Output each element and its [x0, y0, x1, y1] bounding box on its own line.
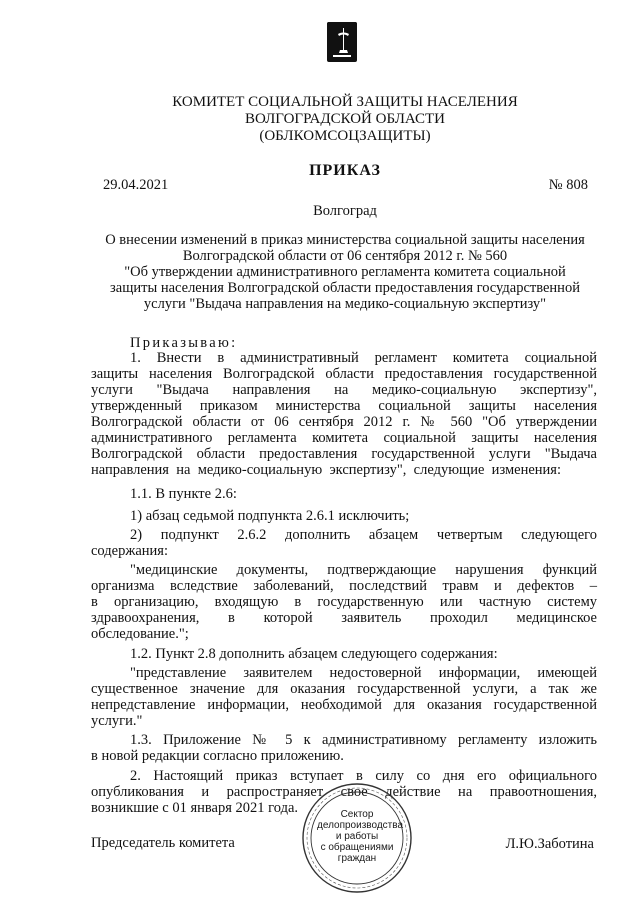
body-line: содержания: — [91, 543, 169, 559]
body-line: Волгоградской области предоставления государственной услуги "Выдача — [91, 446, 597, 462]
body-line: административного регламента комитета социальной защиты населения — [91, 430, 597, 446]
signatory-name: Л.Ю.Заботина — [505, 836, 594, 852]
stamp-line: граждан — [337, 853, 377, 864]
body-line: в организацию, входящую в государственную или частную систему — [91, 594, 597, 610]
body-line: в новой редакции согласно приложению. — [91, 748, 344, 764]
body-line: 1.1. В пункте 2.6: — [130, 486, 237, 502]
body-line: услуги "Выдача направления на медико-социальную экспертизу", — [91, 382, 597, 398]
org-name-line2: ВОЛГОГРАДСКОЙ ОБЛАСТИ — [245, 111, 445, 127]
body-line: 1.2. Пункт 2.8 дополнить абзацем следующего содержания: — [130, 646, 498, 662]
body-line: обследование."; — [91, 626, 189, 642]
body-line: непредставление информации, необходимой для оказания государственной — [91, 697, 597, 713]
body-line: 1) абзац седьмой подпункта 2.6.1 исключить; — [130, 508, 410, 524]
subject-line: "Об утверждении административного регламента комитета социальной — [124, 264, 566, 280]
order-number: № 808 — [548, 177, 588, 193]
subject-line: услуги "Выдача направления на медико-социальную экспертизу" — [143, 296, 547, 312]
order-city: Волгоград — [313, 203, 377, 219]
org-name-line1: КОМИТЕТ СОЦИАЛЬНОЙ ЗАЩИТЫ НАСЕЛЕНИЯ — [172, 94, 518, 110]
body-line: защиты населения Волгоградской области предоставления государственной — [91, 366, 597, 382]
body-line: существенное значение для оказания государственной услуги, а так же — [91, 681, 597, 697]
body-line: возникшие с 01 января 2021 года. — [91, 800, 299, 816]
subject-line: Волгоградской области от 06 сентября 2012 г. № 560 — [182, 248, 508, 264]
volgograd-emblem-icon — [327, 22, 357, 62]
signatory-position: Председатель комитета — [91, 835, 235, 851]
body-line: 1.3. Приложение № 5 к административному регламенту изложить — [130, 732, 597, 748]
order-subject — [86, 232, 604, 312]
order-date: 29.04.2021 — [103, 177, 169, 193]
stamp-line: с обращениями — [320, 842, 394, 853]
doc-type: ПРИКАЗ — [309, 162, 381, 179]
body-line: "представление заявителем недостоверной информации, имеющей — [130, 665, 597, 681]
stamp-line: Сектор — [340, 809, 374, 820]
body-line: опубликования и распространяет свое действие на правоотношения, — [91, 784, 597, 800]
body-line: 1. Внести в административный регламент комитета социальной — [130, 350, 597, 366]
subject-line: О внесении изменений в приказ министерства социальной защиты населения — [105, 232, 585, 248]
body-line: Волгоградской области от 06 сентября 2012 г. № 560 "Об утверждении — [91, 414, 597, 430]
body-intro: Приказываю: — [130, 335, 238, 351]
body-line: "медицинские документы, подтверждающие нарушения функций — [130, 562, 597, 578]
body-line: организма вследствие заболеваний, последствий травм и дефектов – — [91, 578, 597, 594]
org-name-abbr: (ОБЛКОМСОЦЗАЩИТЫ) — [259, 128, 431, 144]
body-line: услуги." — [91, 713, 143, 729]
body-line: здравоохранения, в которой заявитель проходил медицинское — [91, 610, 597, 626]
body-line: 2) подпункт 2.6.2 дополнить абзацем четвертым следующего — [130, 527, 597, 543]
stamp-line: и работы — [335, 831, 379, 842]
body-line: 2. Настоящий приказ вступает в силу со дня его официального — [130, 768, 597, 784]
stamp-line: делопроизводства — [317, 820, 404, 831]
body-line: утвержденный приказом министерства социальной защиты населения — [91, 398, 597, 414]
body-line: направления на медико-социальную экспертизу", следующие изменения: — [91, 462, 561, 478]
subject-line: защиты населения Волгоградской области предоставления государственной — [110, 280, 580, 296]
